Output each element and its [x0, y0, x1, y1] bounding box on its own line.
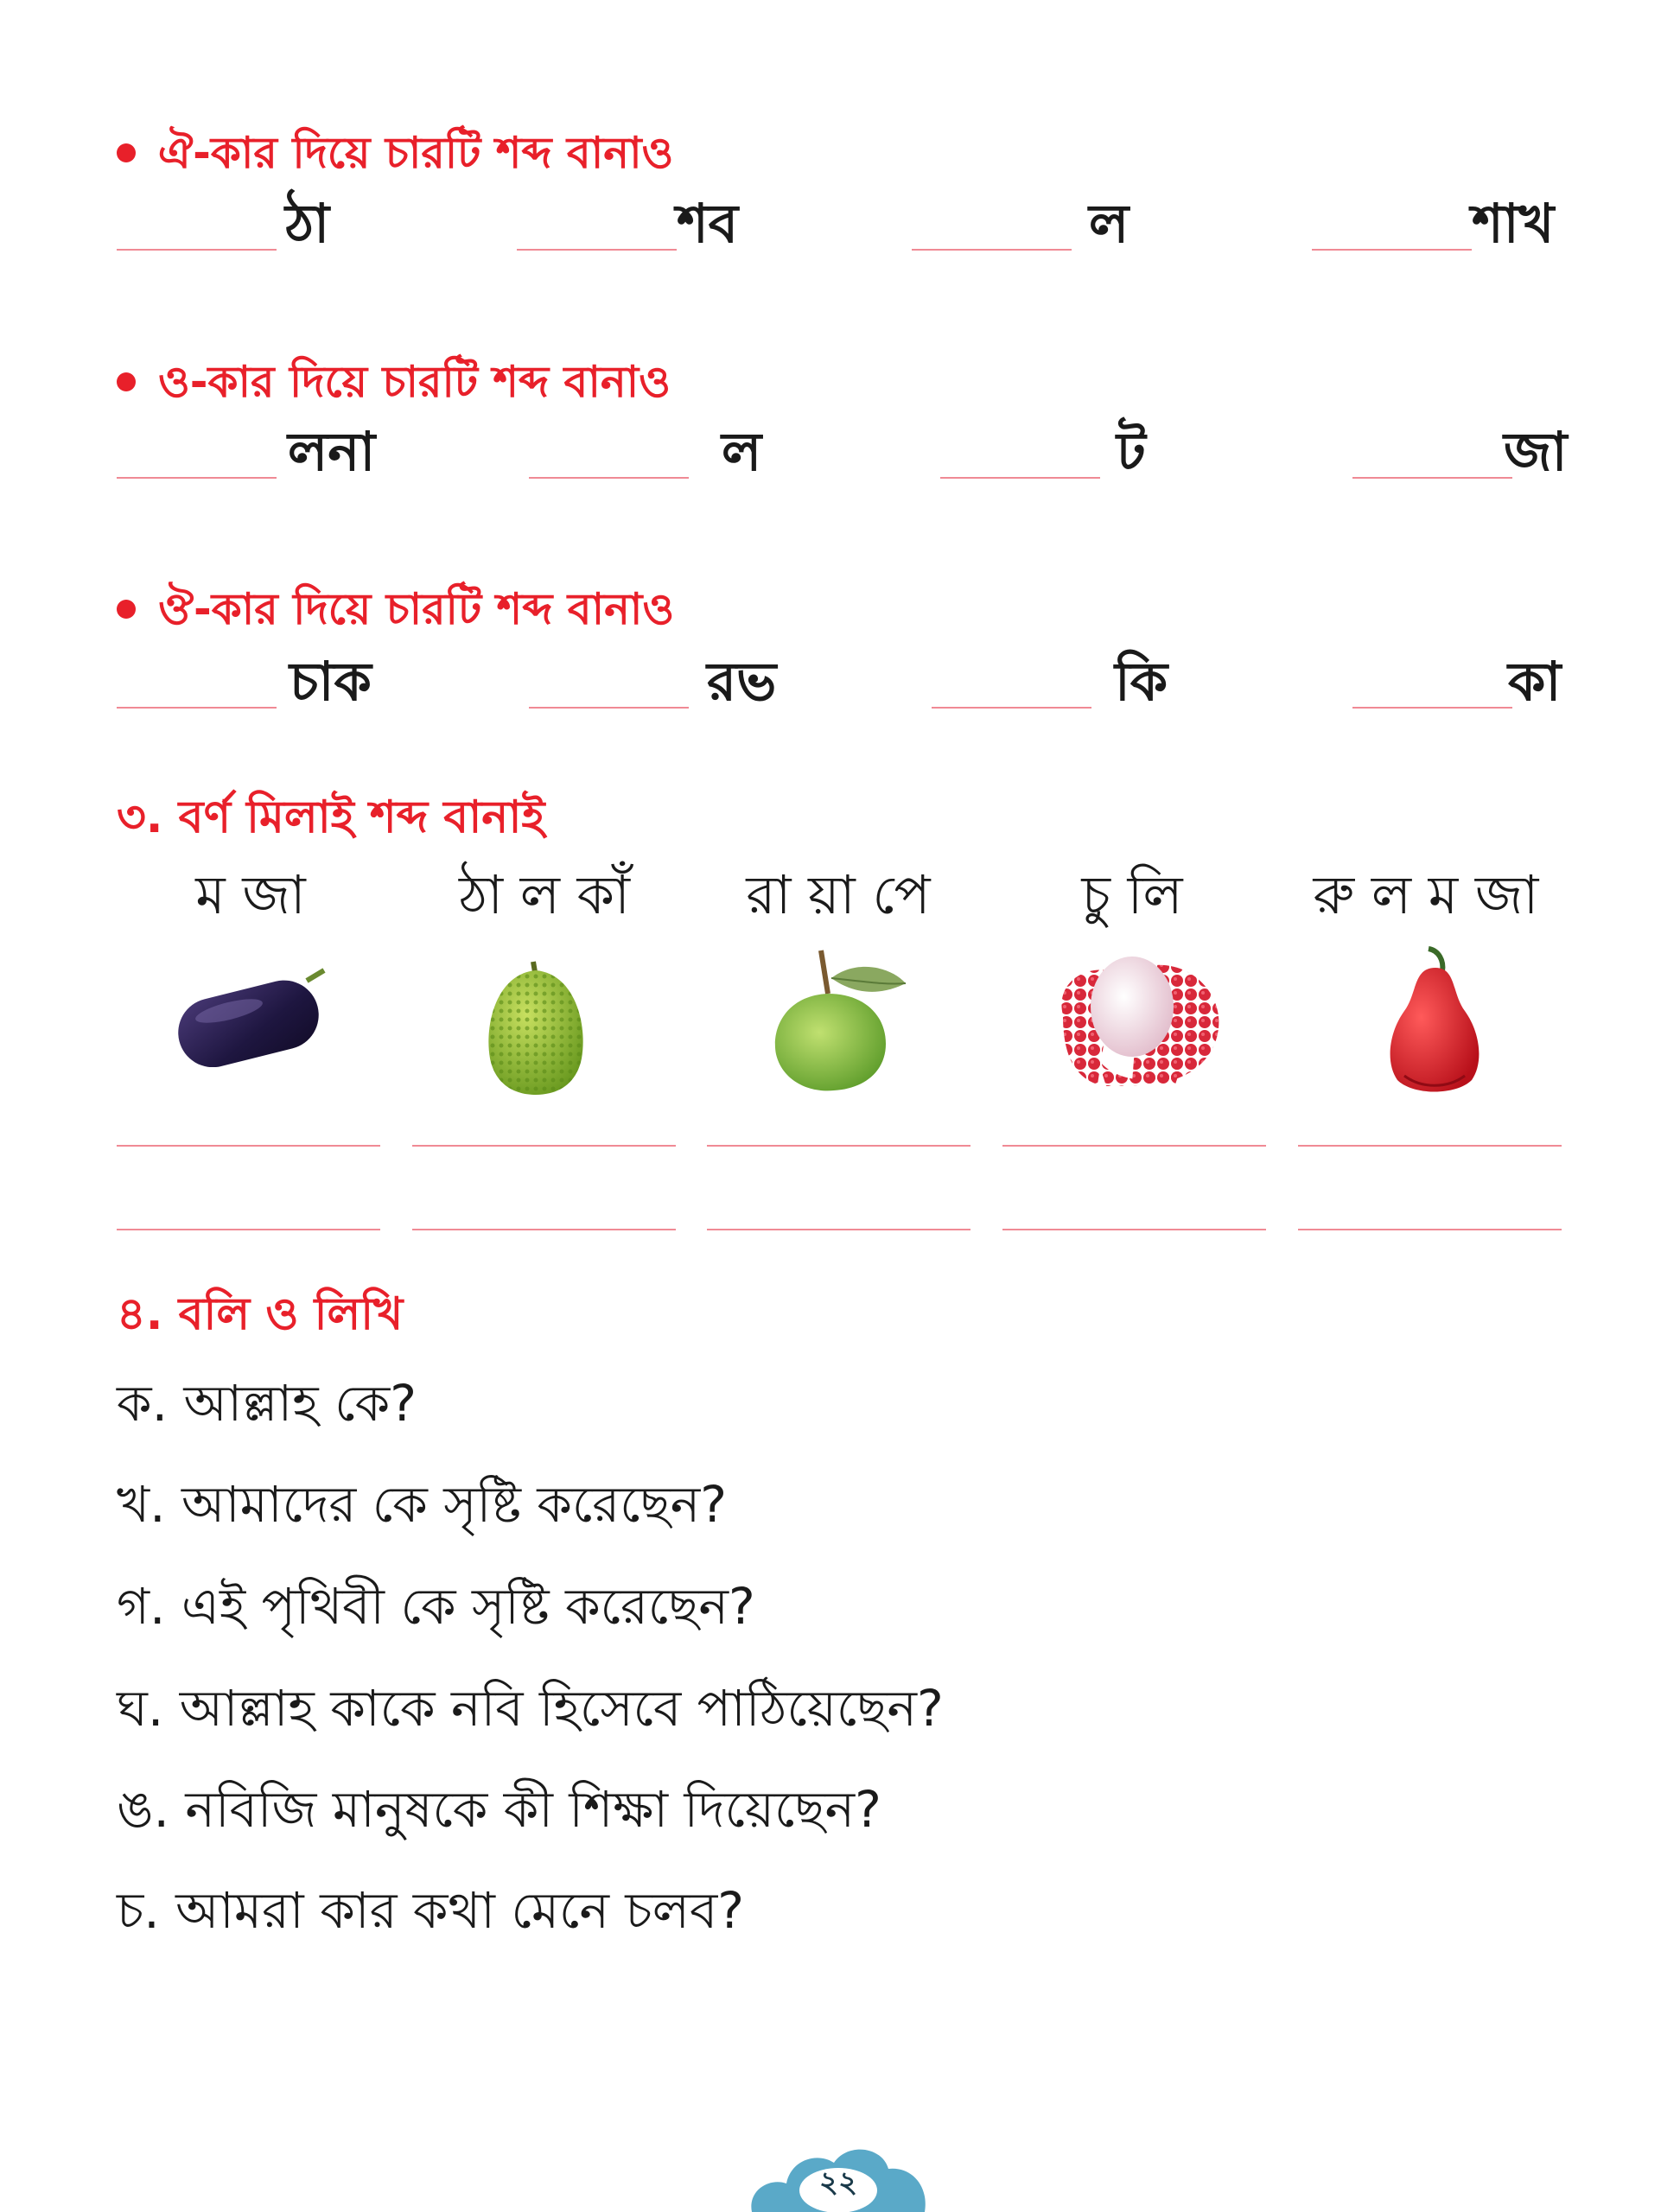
- writing-line[interactable]: [117, 1145, 380, 1147]
- writing-line[interactable]: [412, 1229, 676, 1230]
- blank-line[interactable]: [1352, 477, 1512, 479]
- question-ka: ক. আল্লাহ কে?: [117, 1374, 417, 1433]
- question-cha: চ. আমরা কার কথা মেনে চলব?: [117, 1881, 745, 1940]
- writing-line[interactable]: [1298, 1145, 1562, 1147]
- bullet-icon: [117, 372, 136, 391]
- word-fragment: রভ: [707, 650, 777, 713]
- question-kha: খ. আমাদের কে সৃষ্টি করেছেন?: [117, 1475, 728, 1534]
- word-fragment: কি: [1115, 650, 1168, 713]
- question-ga: গ. এই পৃথিবী কে সৃষ্টি করেছেন?: [117, 1577, 755, 1636]
- jackfruit-icon: [480, 955, 592, 1097]
- letter-group: রা য়া পে: [746, 863, 931, 926]
- exercise-3-heading: [117, 577, 674, 649]
- exercise-2-heading-text: ও-কার দিয়ে চারটি শব্দ বানাও: [158, 357, 671, 407]
- letter-group: রু ল ম জা: [1313, 863, 1539, 926]
- writing-line[interactable]: [1002, 1145, 1266, 1147]
- bullet-icon: [117, 143, 136, 162]
- exercise-2-heading: [117, 350, 671, 422]
- blackberry-icon: [169, 963, 333, 1067]
- blank-line[interactable]: [117, 249, 277, 251]
- section-3-title: ৩. বর্ণ মিলাই শব্দ বানাই: [117, 791, 545, 843]
- writing-line[interactable]: [707, 1229, 970, 1230]
- word-fragment: শাখ: [1472, 192, 1555, 255]
- word-fragment: শব: [677, 192, 739, 255]
- blank-line[interactable]: [529, 707, 689, 709]
- section-4-title: ৪. বলি ও লিখি: [117, 1288, 404, 1340]
- letter-group: চু লি: [1081, 863, 1183, 926]
- lychee-icon: [1046, 946, 1227, 1093]
- blank-line[interactable]: [932, 707, 1091, 709]
- blank-line[interactable]: [517, 249, 677, 251]
- rose-apple-icon: [1378, 942, 1491, 1097]
- letter-group: ম জা: [195, 863, 306, 926]
- exercise-3-heading-text: ঔ-কার দিয়ে চারটি শব্দ বানাও: [158, 584, 675, 634]
- word-fragment: চাক: [290, 650, 372, 713]
- word-fragment: ট: [1117, 420, 1146, 483]
- blank-line[interactable]: [940, 477, 1100, 479]
- writing-line[interactable]: [1002, 1229, 1266, 1230]
- writing-line[interactable]: [707, 1145, 970, 1147]
- word-fragment: লনা: [288, 420, 376, 483]
- letter-group: ঠা ল কাঁ: [458, 863, 631, 926]
- exercise-1-heading: [117, 121, 673, 193]
- word-fragment: ল: [1089, 192, 1130, 255]
- writing-line[interactable]: [117, 1229, 380, 1230]
- word-fragment: কা: [1508, 650, 1562, 713]
- writing-line[interactable]: [1298, 1229, 1562, 1230]
- word-fragment: ল: [722, 420, 762, 483]
- question-uma: ঙ. নবিজি মানুষকে কী শিক্ষা দিয়েছেন?: [117, 1780, 881, 1839]
- blank-line[interactable]: [1312, 249, 1472, 251]
- exercise-1-heading-text: ঐ-কার দিয়ে চারটি শব্দ বানাও: [158, 128, 674, 178]
- blank-line[interactable]: [529, 477, 689, 479]
- page-number: ২২: [818, 2165, 858, 2200]
- guava-icon: [760, 942, 916, 1097]
- blank-line[interactable]: [117, 707, 277, 709]
- question-gha: ঘ. আল্লাহ কাকে নবি হিসেবে পাঠিয়েছেন?: [117, 1679, 944, 1738]
- writing-line[interactable]: [412, 1145, 676, 1147]
- blank-line[interactable]: [912, 249, 1072, 251]
- word-fragment: ঠা: [285, 192, 330, 255]
- blank-line[interactable]: [1352, 707, 1512, 709]
- blank-line[interactable]: [117, 477, 277, 479]
- word-fragment: জা: [1504, 420, 1568, 483]
- bullet-icon: [117, 600, 136, 619]
